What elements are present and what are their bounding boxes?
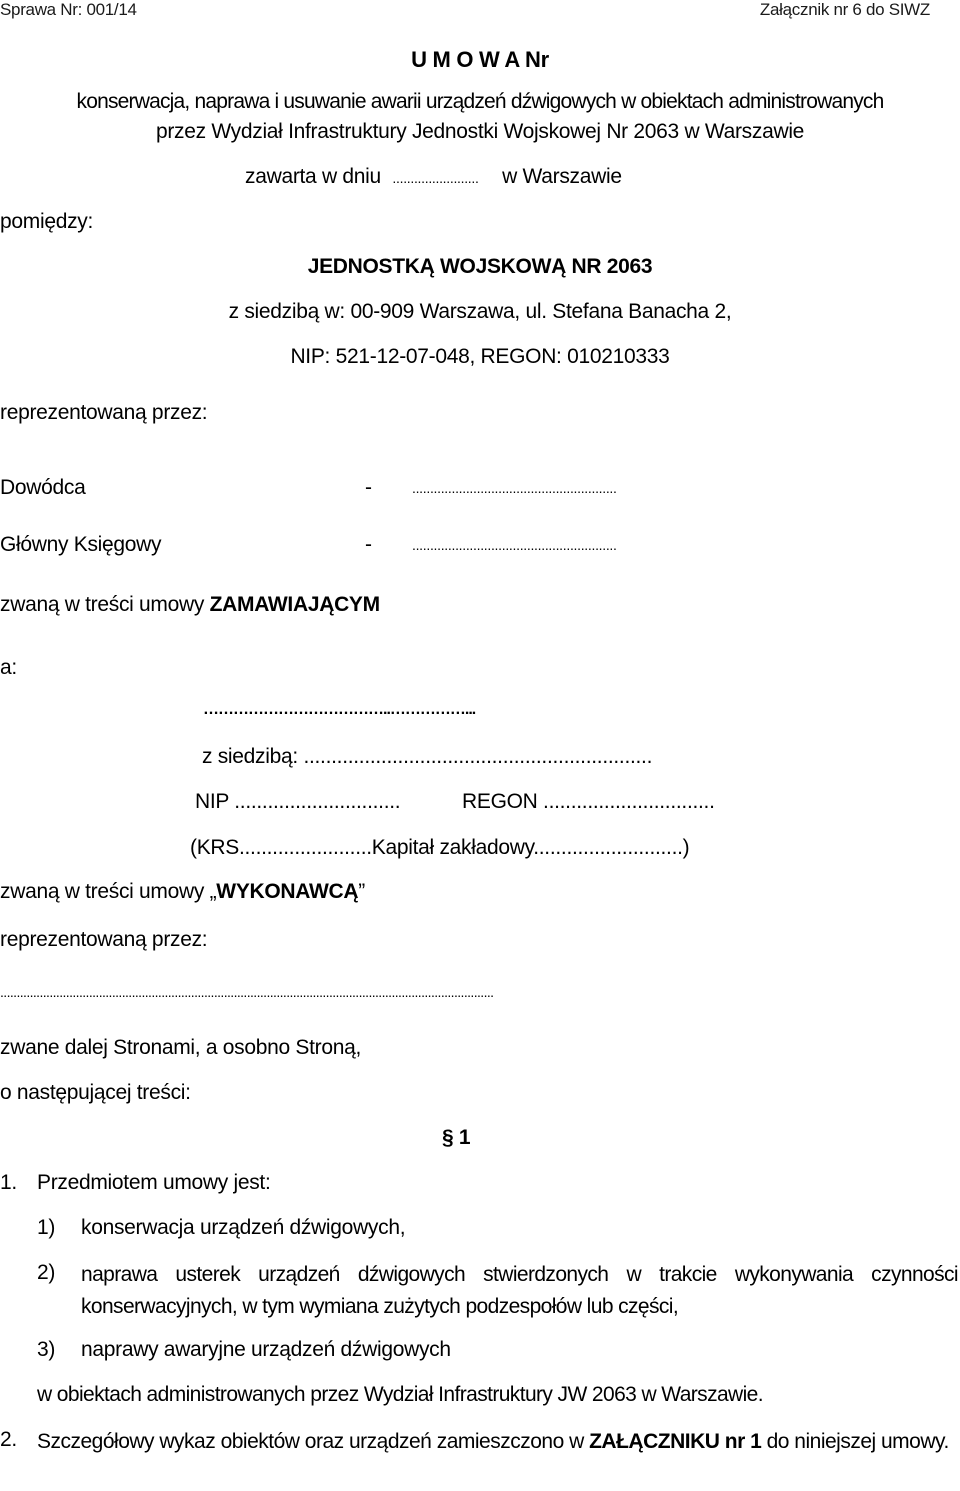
- point-2-suffix: do niniejszej umowy.: [761, 1430, 949, 1453]
- and-label: a:: [0, 656, 17, 679]
- subpoints-footer: w obiektach administrowanych przez Wydział Infrastruktury JW 2063 w Warszawie.: [37, 1383, 763, 1406]
- point-1-num: 1.: [0, 1171, 17, 1194]
- party1-name: JEDNOSTKĄ WOJSKOWĄ NR 2063: [307, 255, 653, 278]
- rep-dowodca-value: .........................................................: [412, 480, 617, 496]
- rep-ksiegowy-value: .........................................................: [412, 537, 617, 553]
- party1-address: z siedzibą w: 00-909 Warszawa, ul. Stefana Banacha 2,: [228, 300, 732, 323]
- party1-represented: reprezentowaną przez:: [0, 401, 208, 424]
- party2-nip: NIP ..............................: [195, 790, 401, 813]
- attachment-label: Załącznik nr 6 do SIWZ: [759, 0, 930, 19]
- subpoint-3-text: naprawy awaryjne urządzeń dźwigowych: [81, 1338, 451, 1361]
- party2-called: [0, 878, 365, 906]
- party2-name-placeholder: ………………………………..……………...: [203, 701, 476, 718]
- subpoint-2-text: naprawa usterek urządzeń dźwigowych stwierdzonych w trakcie wykonywania czynności konserwacyjnych, w tym wymiana zużytych podzespołów lub części,: [81, 1263, 958, 1318]
- called-prefix: zwaną w treści umowy: [0, 593, 210, 616]
- called-name: ZAMAWIAJĄCYM: [209, 593, 380, 616]
- called-prefix: zwaną w treści umowy „: [0, 880, 217, 903]
- point-2-text: [37, 1426, 958, 1458]
- parties-note: zwane dalej Stronami, a osobno Stroną,: [0, 1036, 361, 1059]
- subject-line-2: przez Wydział Infrastruktury Jednostki Wojskowej Nr 2063 w Warszawie: [155, 120, 805, 143]
- subpoint-1-num: 1): [37, 1216, 56, 1239]
- date-placeholder: ........................: [392, 170, 479, 186]
- party1-ids: NIP: 521-12-07-048, REGON: 010210333: [290, 345, 670, 368]
- party2-krs: (KRS........................Kapitał zakładowy...........................): [190, 836, 690, 859]
- rep-ksiegowy-role: Główny Księgowy: [0, 533, 162, 556]
- concluded-line: [245, 163, 622, 192]
- point-1-text: Przedmiotem umowy jest:: [37, 1171, 271, 1194]
- rep-ksiegowy-dash: -: [365, 533, 372, 556]
- called-suffix: ”: [358, 880, 365, 903]
- point-2-prefix: Szczegółowy wykaz obiektów oraz urządzeń zamieszczono w: [37, 1430, 590, 1453]
- party2-regon: REGON ...............................: [462, 790, 715, 813]
- content-intro: o następującej treści:: [0, 1081, 191, 1104]
- rep-dowodca-role: Dowódca: [0, 476, 86, 499]
- document-title: U M O W A Nr: [411, 47, 549, 72]
- concluded-place: w Warszawie: [502, 165, 622, 188]
- subpoint-3-num: 3): [37, 1338, 56, 1361]
- party2-address: z siedzibą: ...............................................................: [202, 745, 653, 768]
- party2-rep-placeholder: ......................................................................................................................................................: [0, 984, 494, 1000]
- party2-represented: reprezentowaną przez:: [0, 928, 208, 951]
- concluded-prefix: zawarta w dniu: [245, 165, 381, 188]
- subpoint-1-text: konserwacja urządzeń dźwigowych,: [81, 1216, 406, 1239]
- party1-called: [0, 591, 380, 619]
- attachment-reference: ZAŁĄCZNIKU nr 1: [589, 1430, 762, 1453]
- section-heading: § 1: [442, 1126, 471, 1149]
- point-2-num: 2.: [0, 1428, 17, 1451]
- case-number: Sprawa Nr: 001/14: [0, 0, 137, 19]
- subject-line-1: konserwacja, naprawa i usuwanie awarii urządzeń dźwigowych w obiektach administrowanych: [76, 90, 884, 113]
- between-label: pomiędzy:: [0, 210, 94, 233]
- rep-dowodca-dash: -: [365, 476, 372, 499]
- subpoint-2-num: 2): [37, 1261, 56, 1284]
- called-name: WYKONAWCĄ: [216, 880, 359, 903]
